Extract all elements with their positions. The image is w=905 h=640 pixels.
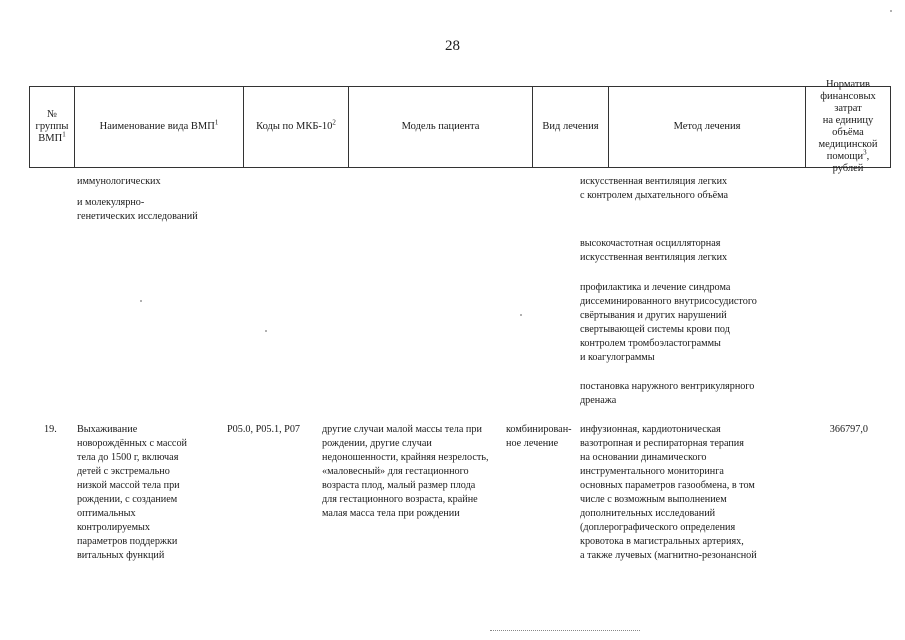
header-norm	[805, 79, 890, 174]
footnote-marker: 1	[214, 118, 219, 127]
header-norm-label: Норматив финансовых затрат на единицу объёма медицинской помощи	[818, 79, 878, 162]
treatment-type: комбинирован- ное лечение	[506, 424, 572, 449]
page-number: 28	[445, 38, 460, 54]
patient-model: другие случаи малой массы тела при рождении, другие случаи недоношенности, крайняя незрелость, «маловесный» для гестационного возраста плод, малый размер плода для гестационного возраста, крайне малая масса тела при рождении	[322, 424, 489, 519]
header-patient-model	[348, 87, 532, 167]
method-item: высокочастотная осцилляторная искусственная вентиляция легких	[580, 238, 728, 263]
method-item: постановка наружного вентрикулярного дренажа	[580, 381, 755, 406]
header-group-no	[30, 87, 74, 167]
scan-speck	[890, 10, 892, 12]
vmp-name: Выхаживание новорождённых с массой тела до 1500 г, включая детей с экстремально низкой массой тела при рождении, с созданием оптимальных контролируемых параметров поддержки витальных функций	[77, 424, 188, 561]
footnote-marker: 3	[863, 148, 867, 157]
scan-speck	[520, 314, 522, 316]
header-norm-suffix: , рублей	[832, 151, 870, 174]
footnote-marker: 2	[332, 118, 336, 127]
header-treatment-method-label: Метод лечения	[673, 121, 741, 132]
row-number: 19.	[44, 424, 57, 435]
footnote-marker: 1	[62, 130, 66, 139]
header-mkb-codes	[243, 87, 348, 167]
header-treatment-type	[532, 87, 608, 167]
header-patient-model-label: Модель пациента	[401, 121, 480, 132]
header-treatment-type-label: Вид лечения	[542, 121, 599, 132]
norm-value: 366797,0	[829, 424, 868, 435]
scan-artifact	[490, 630, 640, 633]
treatment-method: инфузионная, кардиотоническая вазотропная и респираторная терапия на основании динамического инструментального мониторинга основных параметров газообмена, в том числе с возможным выполнением дополнительных исследований (доплерографического определения кровотока в магистральных артериях, а также лучевых (магнитно-резонансной	[580, 424, 757, 561]
header-mkb-codes-label: Коды по МКБ-10	[256, 121, 333, 132]
method-item: искусственная вентиляция легких с контролем дыхательного объёма	[580, 176, 729, 201]
scan-speck	[265, 330, 267, 332]
header-group-no-label: № группы ВМП	[35, 109, 69, 144]
continuation-name-line2: и молекулярно- генетических исследований	[77, 197, 198, 222]
scan-speck	[140, 300, 142, 302]
header-treatment-method	[608, 87, 805, 167]
method-item: профилактика и лечение синдрома диссеминированного внутрисосудистого свёртывания и других нарушений свертывающей системы крови под контролем тромбоэластограммы и коагулограммы	[580, 282, 757, 363]
continuation-name-line1: иммунологических	[77, 176, 161, 187]
table-header	[29, 79, 891, 174]
header-vmp-name	[74, 87, 243, 167]
header-vmp-name-label: Наименование вида ВМП	[99, 121, 215, 132]
mkb-codes: P05.0, P05.1, P07	[227, 424, 301, 435]
